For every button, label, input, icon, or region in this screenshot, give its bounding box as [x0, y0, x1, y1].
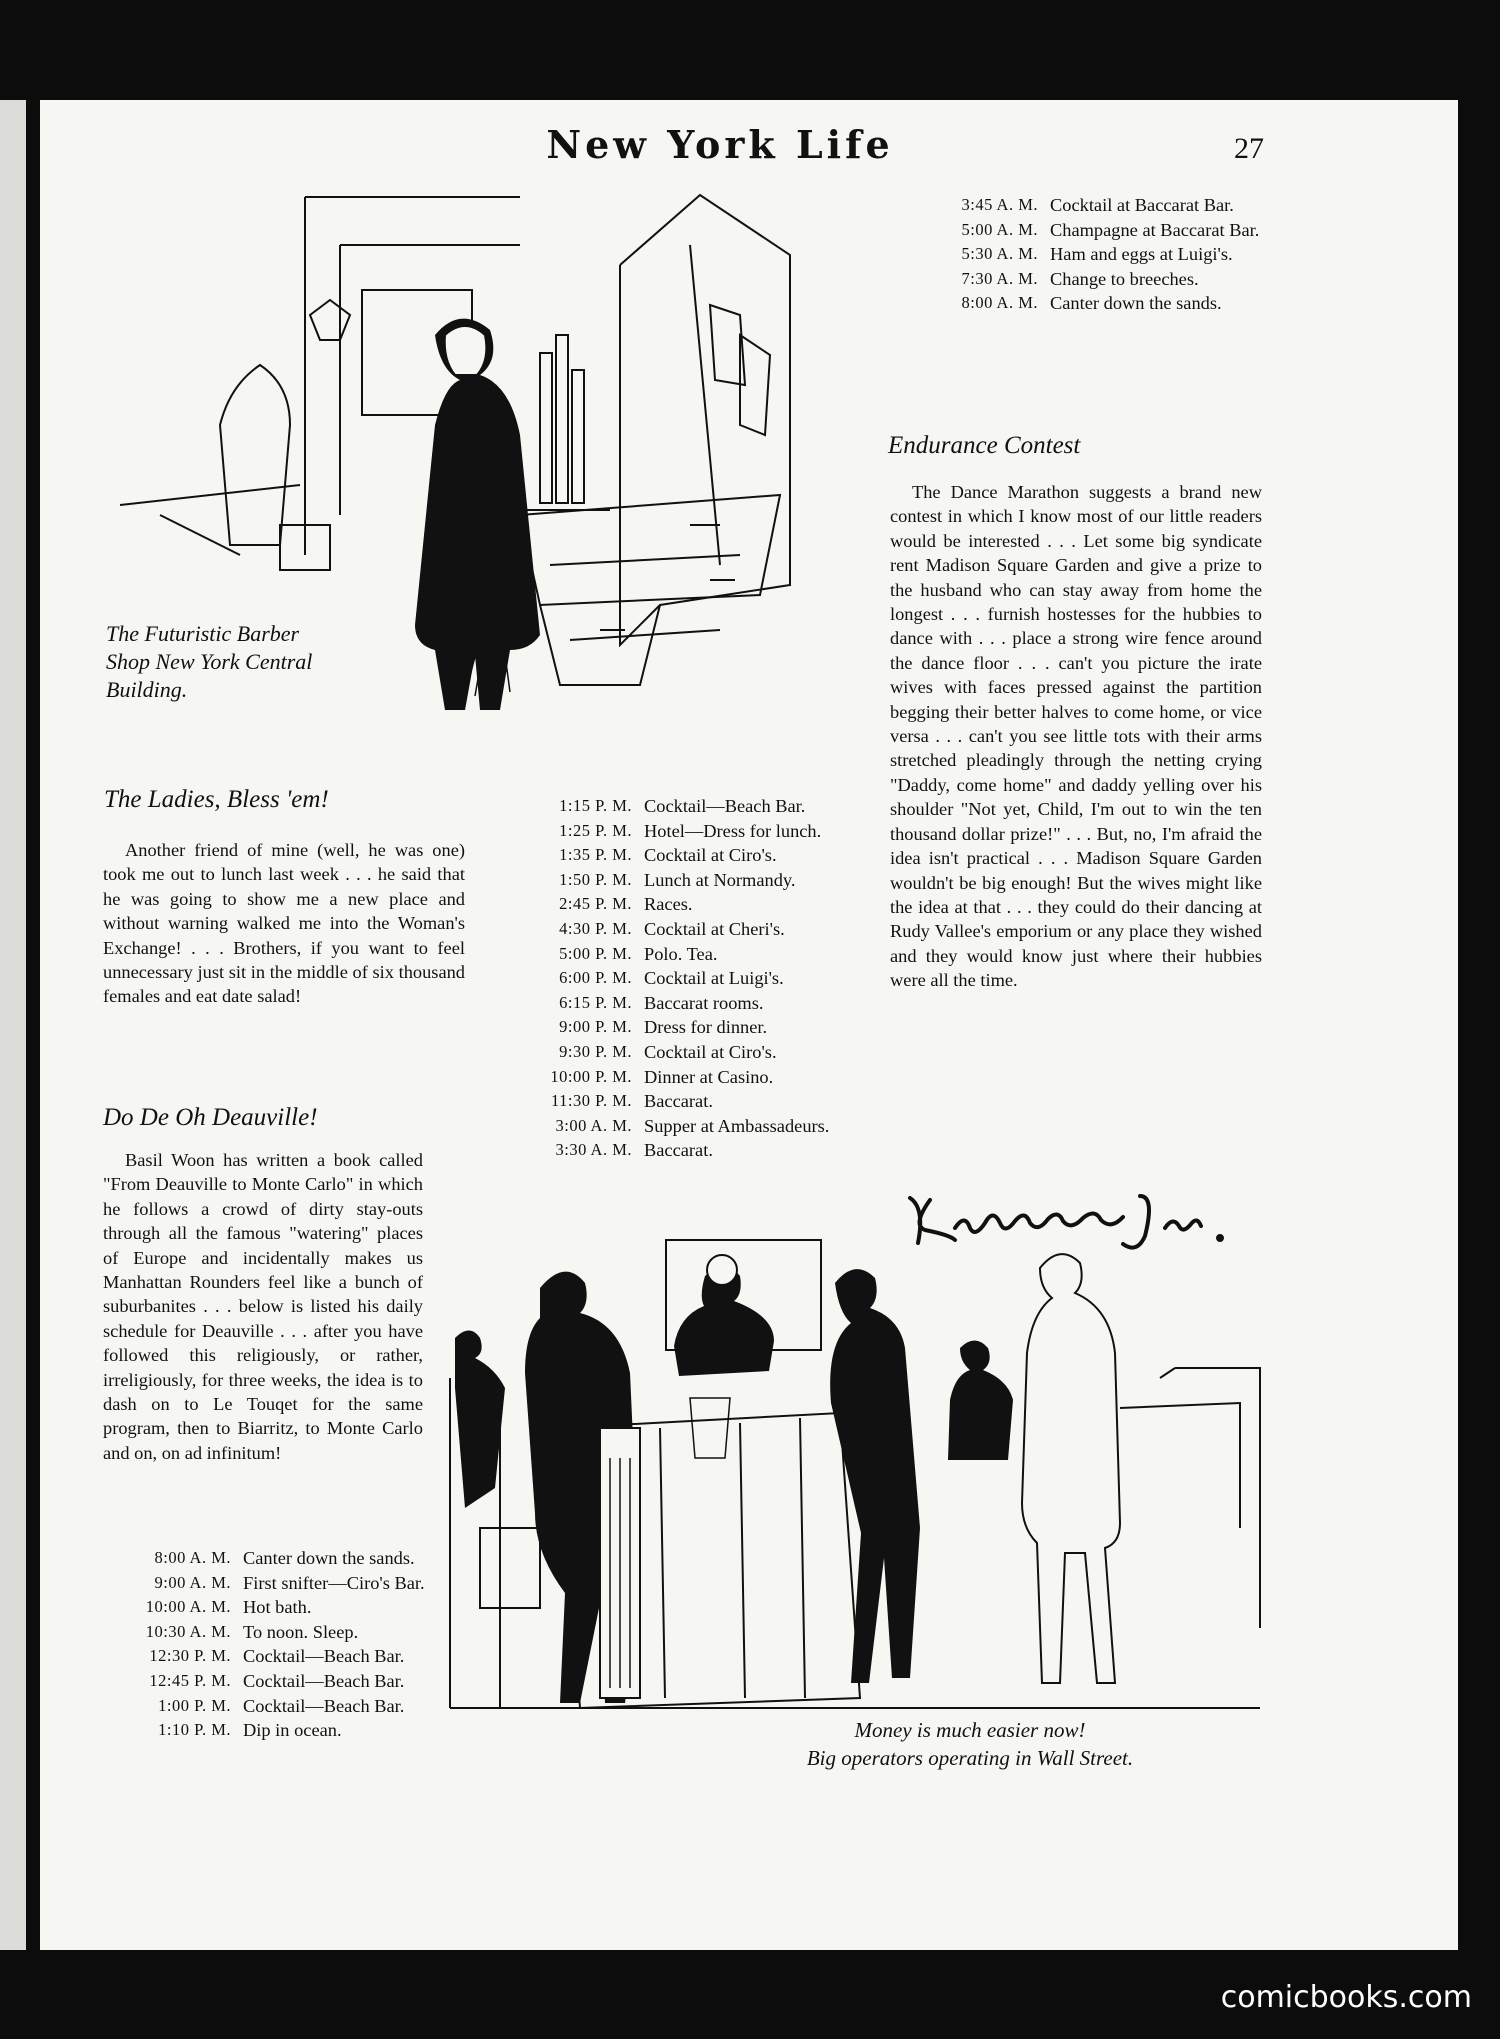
- schedule-activity: Canter down the sands.: [1050, 293, 1222, 314]
- schedule-activity: Dip in ocean.: [243, 1720, 342, 1741]
- schedule-row: [520, 1015, 830, 1040]
- endurance-article: [890, 480, 1262, 993]
- bar-caption: [690, 1716, 1250, 1772]
- schedule-time: 10:30 A. M.: [145, 1621, 231, 1641]
- page-number: 27: [1234, 132, 1264, 165]
- barber-shop-caption: The Futuristic Barber Shop New York Central Building.: [106, 621, 313, 702]
- deauville-paragraph: Basil Woon has written a book called "From Deauville to Monte Carlo" in which he follows a crowd of dirty stay-outs through all the famous "watering" places of Europe and incidentally makes us Manhattan Rounders feel like a bunch of suburbanites . . . below is listed his daily schedule for Deauville . . . after you have followed this religiously, or rather, irreligiously, for three weeks, the idea is to dash on to Le Touqet for the same program, then to Biarritz, to Monte Carlo and on, on ad infinitum!: [103, 1150, 423, 1463]
- schedule-activity: Cocktail at Cheri's.: [644, 918, 785, 939]
- schedule-time: 3:45 A. M.: [961, 195, 1038, 214]
- schedule-time: 12:45 P. M.: [149, 1670, 231, 1690]
- schedule-time: 10:00 A. M.: [145, 1597, 231, 1617]
- schedule-time: 8:00 A. M.: [961, 293, 1038, 313]
- schedule-time: 2:45 P. M.: [559, 894, 632, 914]
- deauville-article: [103, 1148, 423, 1465]
- schedule-row: [920, 291, 1265, 316]
- schedule-activity: Cocktail—Beach Bar.: [243, 1670, 405, 1691]
- schedule-row: [520, 1089, 830, 1114]
- schedule-time: 3:30 A. M.: [555, 1140, 632, 1160]
- schedule-activity: First snifter—Ciro's Bar.: [243, 1572, 425, 1593]
- deauville-schedule-morning: [103, 1546, 465, 1743]
- schedule-activity: Cocktail—Beach Bar.: [243, 1695, 405, 1716]
- schedule-time: 9:00 P. M.: [559, 1017, 632, 1037]
- deauville-schedule-night: [920, 193, 1265, 316]
- schedule-row: [520, 966, 830, 991]
- schedule-activity: Baccarat.: [644, 1140, 713, 1161]
- schedule-activity: Baccarat.: [644, 1091, 713, 1112]
- schedule-time: 7:30 A. M.: [961, 268, 1038, 288]
- deauville-schedule-afternoon: [520, 794, 830, 1163]
- schedule-activity: Dinner at Casino.: [644, 1066, 774, 1087]
- schedule-row: [103, 1694, 465, 1719]
- schedule-row: [920, 267, 1265, 292]
- schedule-row: [103, 1571, 465, 1596]
- bar-caption-line2: Big operators operating in Wall Street.: [806, 1746, 1134, 1770]
- schedule-time: 9:30 P. M.: [559, 1041, 632, 1061]
- schedule-time: 6:15 P. M.: [559, 992, 632, 1012]
- schedule-row: [920, 218, 1265, 243]
- schedule-time: 3:00 A. M.: [555, 1115, 632, 1135]
- schedule-activity: Hotel—Dress for lunch.: [644, 820, 822, 841]
- schedule-row: [520, 1114, 830, 1139]
- schedule-activity: Cocktail at Ciro's.: [644, 1041, 777, 1062]
- schedule-row: [520, 794, 830, 819]
- schedule-activity: Change to breeches.: [1050, 268, 1199, 289]
- schedule-time: 1:00 P. M.: [158, 1695, 231, 1715]
- schedule-activity: Hot bath.: [243, 1597, 312, 1618]
- schedule-row: [520, 942, 830, 967]
- schedule-row: [920, 193, 1265, 218]
- schedule-row: [520, 1040, 830, 1065]
- page-title: New York Life: [546, 122, 894, 167]
- schedule-time: 11:30 P. M.: [551, 1091, 632, 1111]
- schedule-activity: Races.: [644, 894, 693, 915]
- schedule-time: 10:00 P. M.: [550, 1066, 632, 1086]
- schedule-row: [520, 843, 830, 868]
- schedule-time: 1:10 P. M.: [158, 1720, 231, 1740]
- site-watermark: comicbooks.com: [1220, 1980, 1472, 2015]
- schedule-activity: Cocktail at Baccarat Bar.: [1050, 195, 1234, 215]
- schedule-row: [103, 1546, 465, 1571]
- schedule-row: [103, 1718, 465, 1743]
- endurance-paragraph: The Dance Marathon suggests a brand new contest in which I know most of our little readers would be interested . . . Let some big syndicate rent Madison Square Garden and give a prize to the husband who can stay away from home the longest . . . furnish hostesses for the hubbies to dance with . . . place a strong wire fence around the dance floor . . . can't you picture the irate wives with faces pressed against the partition begging their better halves to come home, or vice versa . . . can't you see little tots with their arms stretched pleadingly through the netting crying "Daddy, come home" and daddy yelling over his shoulder "Not yet, Child, I'm out to win the ten thousand dollar prize!" . . . But, no, I'm afraid the idea isn't practical . . . Madison Square Garden wouldn't be big enough! But the wives might like the idea at that . . . they could do their dancing at Rudy Vallee's emporium or any place they wished and they would know just where their hubbies were all the time.: [890, 482, 1262, 991]
- schedule-time: 5:30 A. M.: [961, 244, 1038, 264]
- schedule-time: 1:50 P. M.: [559, 869, 632, 889]
- schedule-row: [520, 991, 830, 1016]
- schedule-time: 1:15 P. M.: [559, 796, 632, 815]
- schedule-activity: Ham and eggs at Luigi's.: [1050, 244, 1233, 265]
- schedule-row: [520, 917, 830, 942]
- schedule-activity: Supper at Ambassadeurs.: [644, 1115, 830, 1136]
- schedule-row: [520, 819, 830, 844]
- schedule-row: [520, 1138, 830, 1163]
- schedule-row: [520, 1065, 830, 1090]
- endurance-heading: Endurance Contest: [888, 432, 1081, 459]
- schedule-activity: Champagne at Baccarat Bar.: [1050, 219, 1260, 240]
- schedule-time: 5:00 A. M.: [961, 219, 1038, 239]
- schedule-time: 9:00 A. M.: [154, 1572, 231, 1592]
- schedule-row: [103, 1620, 465, 1645]
- schedule-row: [520, 868, 830, 893]
- schedule-activity: Cocktail at Luigi's.: [644, 968, 784, 989]
- schedule-row: [103, 1669, 465, 1694]
- schedule-time: 6:00 P. M.: [559, 968, 632, 988]
- schedule-time: 8:00 A. M.: [154, 1548, 231, 1567]
- schedule-activity: Cocktail—Beach Bar.: [644, 796, 806, 816]
- schedule-row: [520, 892, 830, 917]
- binding-spine: [0, 100, 26, 1950]
- schedule-time: 5:00 P. M.: [559, 943, 632, 963]
- schedule-activity: Cocktail—Beach Bar.: [243, 1646, 405, 1667]
- schedule-activity: Lunch at Normandy.: [644, 869, 796, 890]
- bar-caption-line1: Money is much easier now!: [854, 1718, 1086, 1742]
- schedule-row: [920, 242, 1265, 267]
- schedule-activity: To noon. Sleep.: [243, 1621, 359, 1642]
- schedule-activity: Cocktail at Ciro's.: [644, 845, 777, 866]
- wall-street-bar-illustration: [440, 1228, 1275, 1718]
- schedule-time: 4:30 P. M.: [559, 918, 632, 938]
- schedule-row: [103, 1644, 465, 1669]
- schedule-row: [103, 1595, 465, 1620]
- schedule-activity: Baccarat rooms.: [644, 992, 764, 1013]
- ladies-heading: The Ladies, Bless 'em!: [104, 786, 329, 813]
- schedule-activity: Dress for dinner.: [644, 1017, 768, 1038]
- ladies-article: [103, 838, 465, 1009]
- schedule-time: 12:30 P. M.: [149, 1646, 231, 1666]
- schedule-activity: Polo. Tea.: [644, 943, 718, 964]
- schedule-time: 1:25 P. M.: [559, 820, 632, 840]
- schedule-activity: Canter down the sands.: [243, 1548, 415, 1568]
- schedule-time: 1:35 P. M.: [559, 845, 632, 865]
- ladies-paragraph: Another friend of mine (well, he was one) took me out to lunch last week . . . he said that he was going to show me a new place and without warning walked me into the Woman's Exchange! . . . Brothers, if you want to feel unnecessary just sit in the middle of six thousand females and eat date salad!: [103, 840, 465, 1007]
- deauville-heading: Do De Oh Deauville!: [103, 1104, 318, 1131]
